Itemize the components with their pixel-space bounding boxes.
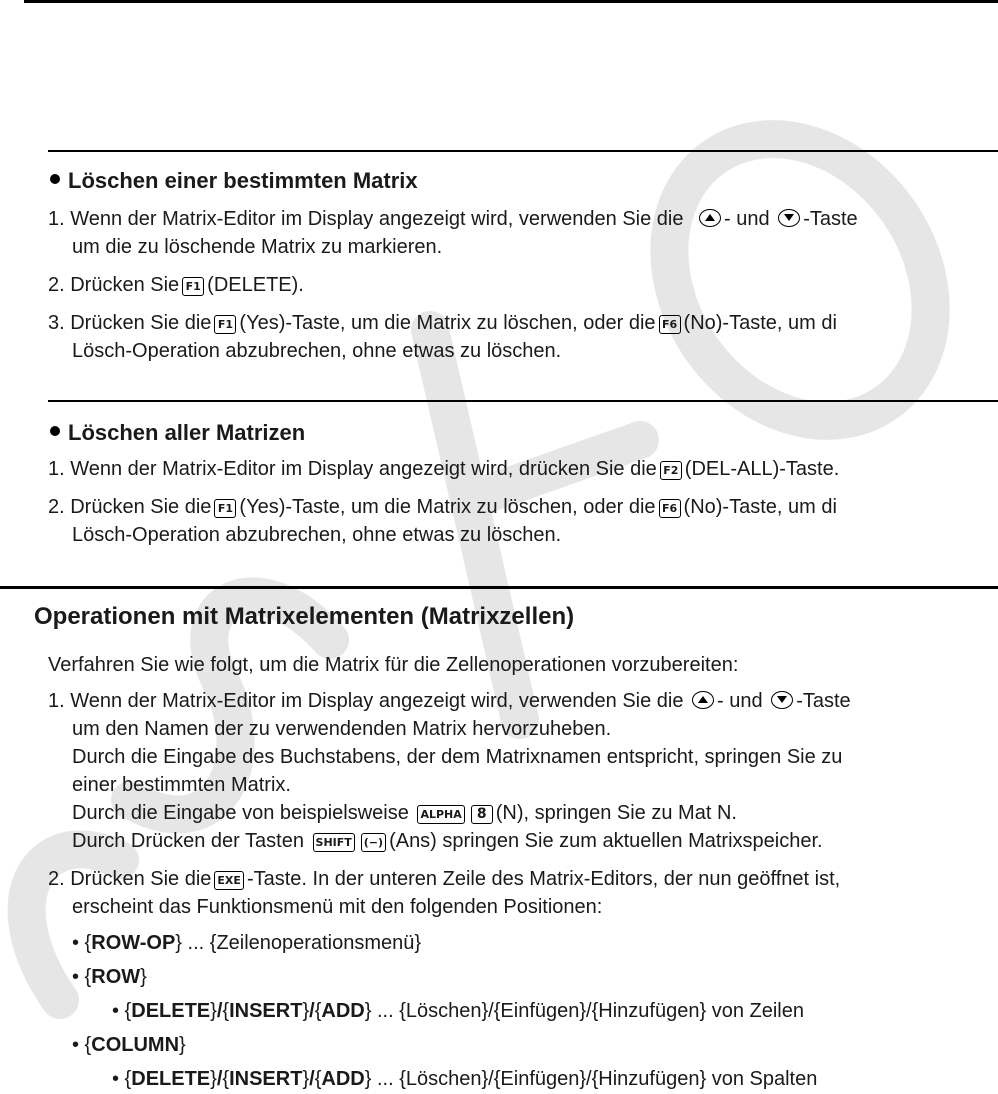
section2-step2-cont: Lösch-Operation abzubrechen, ohne etwas zu löschen. (72, 524, 562, 546)
f2-key-icon: F2 (660, 461, 682, 480)
f6-key-icon: F6 (659, 499, 681, 518)
bullet-dot (50, 426, 60, 436)
section3-step1-line5: Durch die Eingabe von beispielsweise ALPHA 8 (N), springen Sie zu Mat N. (72, 802, 737, 824)
rule-section1 (48, 150, 998, 152)
section1-step1: 1. Wenn der Matrix-Editor im Display angezeigt wird, verwenden Sie die - und -Taste (48, 208, 858, 230)
section3-step1-line2: um den Namen der zu verwendenden Matrix hervorzuheben. (72, 718, 612, 740)
arrow-up-key-icon (699, 209, 721, 227)
section3-step1: 1. Wenn der Matrix-Editor im Display angezeigt wird, verwenden Sie die - und -Taste (48, 690, 851, 712)
menu-item-row: • {ROW} (72, 966, 147, 988)
section1-step3: 3. Drücken Sie die F1 (Yes)-Taste, um die Matrix zu löschen, oder die F6 (No)-Taste, um di (48, 312, 837, 334)
arrow-up-key-icon (692, 691, 714, 709)
section1-step3-cont: Lösch-Operation abzubrechen, ohne etwas zu löschen. (72, 340, 562, 362)
rule-section3 (0, 586, 998, 589)
section3-step1-line3: Durch die Eingabe des Buchstabens, der dem Matrixnamen entspricht, springen Sie zu (72, 746, 843, 768)
bullet-dot (50, 174, 60, 184)
menu-item-column: • {COLUMN} (72, 1034, 186, 1056)
f1-key-icon: F1 (214, 315, 236, 334)
top-rule (24, 0, 998, 3)
exe-key-icon: EXE (214, 871, 244, 890)
menu-subitem-column-ops: • {DELETE}/{INSERT}/{ADD} ... {Löschen}/{Einfügen}/{Hinzufügen} von Spalten (112, 1068, 818, 1090)
section3-step2: 2. Drücken Sie die EXE -Taste. In der unteren Zeile des Matrix-Editors, der nun geöffnet ist, (48, 868, 841, 890)
section3-heading: Operationen mit Matrixelementen (Matrixzellen) (34, 603, 575, 630)
section3-step2-cont: erscheint das Funktionsmenü mit den folgenden Positionen: (72, 896, 603, 918)
shift-key-icon: SHIFT (313, 833, 355, 852)
menu-item-row-op: • {ROW-OP} ... {Zeilenoperationsmenü} (72, 932, 422, 954)
section3-step1-line6: Durch Drücken der Tasten SHIFT (−) (Ans) springen Sie zum aktuellen Matrixspeicher. (72, 830, 823, 852)
f1-key-icon: F1 (182, 277, 204, 296)
rule-section2 (48, 400, 998, 402)
section3-intro: Verfahren Sie wie folgt, um die Matrix für die Zellenoperationen vorzubereiten: (48, 654, 739, 676)
section3-step1-line4: einer bestimmten Matrix. (72, 774, 291, 796)
section2-step1: 1. Wenn der Matrix-Editor im Display angezeigt wird, drücken Sie die F2 (DEL-ALL)-Taste. (48, 458, 840, 480)
section1-step1-cont: um die zu löschende Matrix zu markieren. (72, 236, 443, 258)
section1-step2: 2. Drücken Sie F1 (DELETE). (48, 274, 304, 296)
menu-subitem-row-ops: • {DELETE}/{INSERT}/{ADD} ... {Löschen}/{Einfügen}/{Hinzufügen} von Zeilen (112, 1000, 804, 1022)
section2-heading: Löschen aller Matrizen (50, 420, 305, 446)
section1-heading: Löschen einer bestimmten Matrix (50, 168, 418, 194)
negative-key-icon: (−) (361, 833, 386, 852)
arrow-down-key-icon (778, 209, 800, 227)
f6-key-icon: F6 (659, 315, 681, 334)
f1-key-icon: F1 (214, 499, 236, 518)
arrow-down-key-icon (771, 691, 793, 709)
key-8-icon: 8 (471, 805, 493, 824)
section2-step2: 2. Drücken Sie die F1 (Yes)-Taste, um die Matrix zu löschen, oder die F6 (No)-Taste, um di (48, 496, 837, 518)
alpha-key-icon: ALPHA (417, 805, 464, 824)
